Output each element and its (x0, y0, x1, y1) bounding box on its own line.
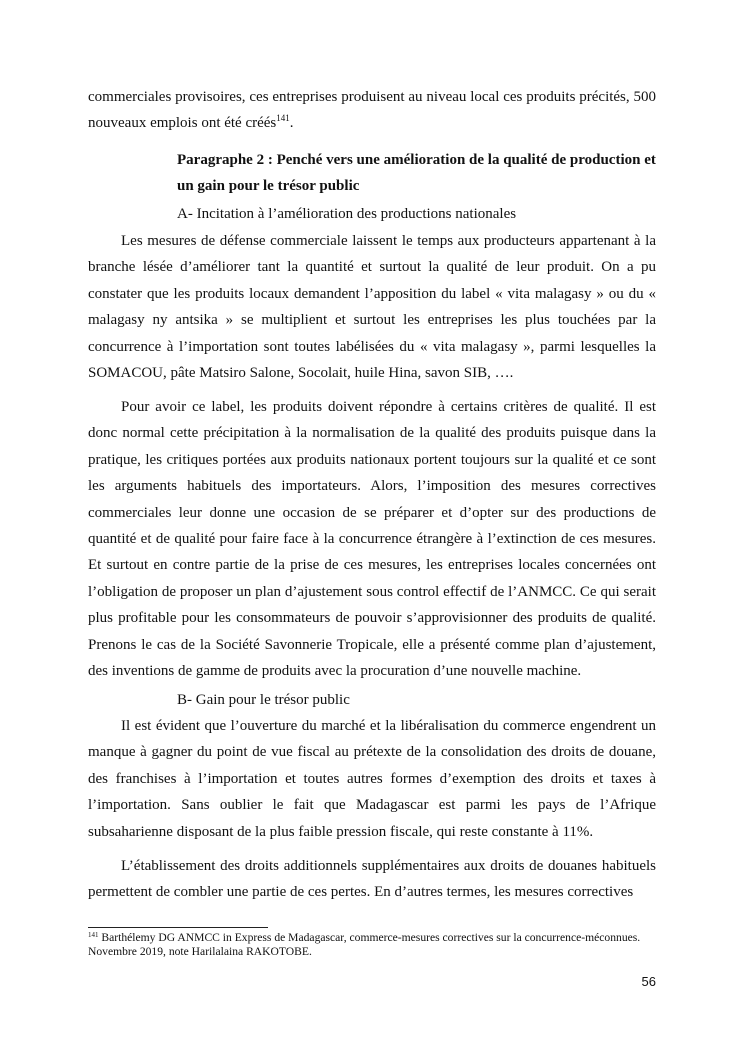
subsection-b-paragraph-1: Il est évident que l’ouverture du marché et la libéralisation du commerce engendrent un manque à gagner du point de vue fiscal au prétexte de la consolidation des droits de douane, des franchises à l’importation et toutes autres formes d’exemption des droits et taxes à l’importation. Sans oublier le fait que Madagascar est parmi les pays de l’Afrique subsaharienne disposant de la plus faible pression fiscale, qui reste constante à 11%. (88, 718, 656, 840)
section-heading: Paragraphe 2 : Penché vers une amélioration de la qualité de production et un gain pour le trésor public (177, 152, 656, 194)
subsection-a-paragraph-2: Pour avoir ce label, les produits doivent répondre à certains critères de qualité. Il est donc normal cette précipitation à la normalisation de la qualité des produits puisque dans la pratique, les critiques portées aux produits nationaux portent toujours sur la qualité et ce sont les arguments habituels des importateurs. Alors, l’imposition des mesures correctives commerciales leur donne une occasion de se préparer et d’opter sur des productions de quantité et de qualité pour faire face à la concurrence étrangère à l’extinction de ces mesures. Et surtout en contre partie de la prise de ces mesures, les entreprises locales concernées ont l’obligation de proposer un plan d’ajustement sous control effectif de l’ANMCC. Ce qui serait plus profitable pour les consommateurs de pouvoir s’approvisionner des produits de qualité. Prenons le cas de la Société Savonnerie Tropicale, elle a présenté comme plan d’ajustement, des inventions de gamme de produits avec la procuration d’une nouvelle machine. (88, 399, 656, 680)
footnote-number: 141 (88, 931, 99, 939)
intro-text: commerciales provisoires, ces entreprises produisent au niveau local ces produits précités, 500 nouveaux emplois ont été créés (88, 89, 656, 132)
intro-paragraph (88, 84, 656, 137)
footnote-divider (88, 927, 268, 928)
page-number: 56 (641, 974, 656, 989)
subsection-a-paragraph-1: Les mesures de défense commerciale laissent le temps aux producteurs appartenant à la branche lésée d’améliorer tant la quantité et surtout la qualité de leur produit. On a pu constater que les produits locaux demandent l’apposition du label « vita malagasy » ou du « malagasy ny antsika » se multiplient et surtout les entreprises les plus touchées par la concurrence à l’importation sont toutes labélisées du « vita malagasy », parmi lesquelles la SOMACOU, pâte Matsiro Salone, Socolait, huile Hina, savon SIB, …. (88, 233, 656, 382)
intro-end: . (289, 115, 294, 132)
footnote-text: Barthélemy DG ANMCC in Express de Madagascar, commerce-mesures correctives sur la concurrence-méconnues. Novembre 2019, note Harilalaina RAKOTOBE. (88, 931, 641, 958)
subsection-b-title: B- Gain pour le trésor public (177, 692, 350, 708)
footnote-reference[interactable]: 141 (276, 113, 290, 124)
subsection-a-title: A- Incitation à l’amélioration des productions nationales (177, 206, 517, 222)
subsection-b-paragraph-2: L’établissement des droits additionnels supplémentaires aux droits de douanes habituels permettent de combler une partie de ces pertes. En d’autres termes, les mesures correctives (88, 858, 656, 901)
footnote (88, 931, 656, 959)
